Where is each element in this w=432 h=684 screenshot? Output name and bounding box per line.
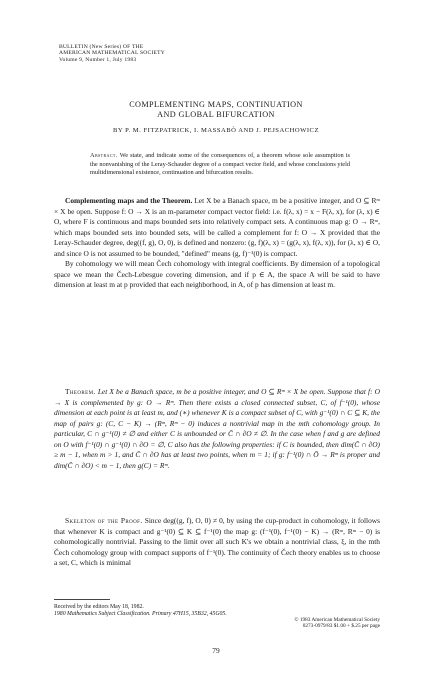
subject-classification: 1980 Mathematics Subject Classification. Primary 47H15, 35B32, 45G05. <box>54 611 227 618</box>
journal-name-line-1: BULLETIN (New Series) OF THE <box>59 44 144 50</box>
paper-title <box>0 100 432 120</box>
section-heading: Complementing maps and the Theorem. <box>65 196 193 205</box>
abstract-text: We state, and indicate some of the consequences of, a theorem whose sole assumption is the nonvanishing of the Leray-Schauder degree of a compact vector field, and whose conclusions yield multidimensional existence, continuation and bifurcation results. <box>90 152 350 177</box>
footnote-rule <box>54 599 110 600</box>
section-complementing-maps <box>54 196 380 291</box>
proof-paragraph <box>54 516 380 569</box>
received-date: Received by the editors May 18, 1982. <box>54 604 144 610</box>
theorem-paragraph <box>54 387 380 471</box>
journal-volume: Volume 9, Number 1, July 1983 <box>59 56 137 63</box>
copyright-line-1: © 1983 American Mathematical Society <box>294 617 380 623</box>
section-paragraph-2: By cohomology we will mean Čech cohomology with integral coefficients. By dimension of a topological space we mean the Čech-Lebesgue covering dimension, and if p ∈ A, the space A will be said to have dimension at least m at p provided that each neighborhood, in A, of p has dimension at least m. <box>54 259 380 289</box>
proof-text: Since deg((g, f), O, 0) ≠ 0, by using the cup-product in cohomology, it follows that whenever K is compact and g⁻¹(0) ⊆ K ⊆ f⁻¹(0) the map g: (f⁻¹(0), f⁻¹(0) − K) → (Rᵐ, Rᵐ − 0) is cohomologically nontrivial. Passing to the limit over all such K's we obtain a nontrivial class, ξ, in the mth Čech cohomology group with compact supports of f⁻¹(0). The continuity of Čech theory enables us to choose a set, C, which is minimal <box>54 516 380 567</box>
abstract <box>90 152 350 178</box>
proof-label: Skeleton of the Proof. <box>65 516 143 525</box>
section-paragraph-1 <box>54 196 380 259</box>
journal-header <box>59 44 165 63</box>
page-number: 79 <box>212 646 220 655</box>
author-line: BY P. M. FITZPATRICK, I. MASSABÒ AND J. PEJSACHOWICZ <box>113 127 319 134</box>
copyright-line-2: 0273-0979/83 $1.00 + $.25 per page <box>302 623 380 630</box>
theorem-label: Theorem. <box>65 387 96 396</box>
proof-block <box>54 516 380 569</box>
title-line-2: AND GLOBAL BIFURCATION <box>157 110 275 119</box>
journal-name-line-2: AMERICAN MATHEMATICAL SOCIETY <box>59 50 165 57</box>
abstract-label: Abstract. <box>90 152 118 159</box>
title-line-1: COMPLEMENTING MAPS, CONTINUATION <box>129 100 303 109</box>
theorem-block <box>54 387 380 471</box>
section-paragraph-1-text: Let X be a Banach space, m be a positive integer, and O ⊆ Rᵐ × X be open. Suppose f: O → X is an m-parameter compact vector field: i.e. f(λ, x) = x − F(λ, x), for (λ, x) ∈ O, where F is continuous and maps bounded sets into relatively compact sets. A continuous map g: O → Rᵐ, which maps bounded sets into bounded sets, will be called a complement for f: O → X provided that the Leray-Schauder degree, deg((f, g), O, 0), is defined and nonzero: (g, f)(λ, x) = (g(λ, x), f(λ, x)), for (λ, x) ∈ O, and since O is not assumed to be bounded, "defined" means (g, f)⁻¹(0) is compact. <box>54 196 380 258</box>
copyright-notice <box>294 617 380 629</box>
theorem-statement: Let X be a Banach space, m be a positive integer, and O ⊆ Rᵐ × X be open. Suppose that f: O → X is complemented by g: O → Rᵐ. Then there exists a closed connected subset, C, of f⁻¹(0), whose dimension at each point is at least m, and (∗) whenever K is a compact subset of C, with g⁻¹(0) ∩ C ⊆ K, the map of pairs g: (C, C − K) → (Rᵐ, Rᵐ − 0) induces a nontrivial map in the mth cohomology group. In particular, C ∩ g⁻¹(0) ≠ ∅ and either C is unbounded or C̄ ∩ ∂O ≠ ∅. In the case when f and g are defined on O with f⁻¹(0) ∩ g⁻¹(0) ∩ ∂O = ∅, C also has the following properties: if C is bounded, then dim(C̄ ∩ ∂O) ≥ m − 1, when m > 1, and C̄ ∩ ∂O has at least two points, when m = 1; if g: f⁻¹(0) ∩ Ō → Rᵐ is proper and dim(C̄ ∩ ∂O) < m − 1, then g(C) = Rᵐ. <box>54 387 380 470</box>
